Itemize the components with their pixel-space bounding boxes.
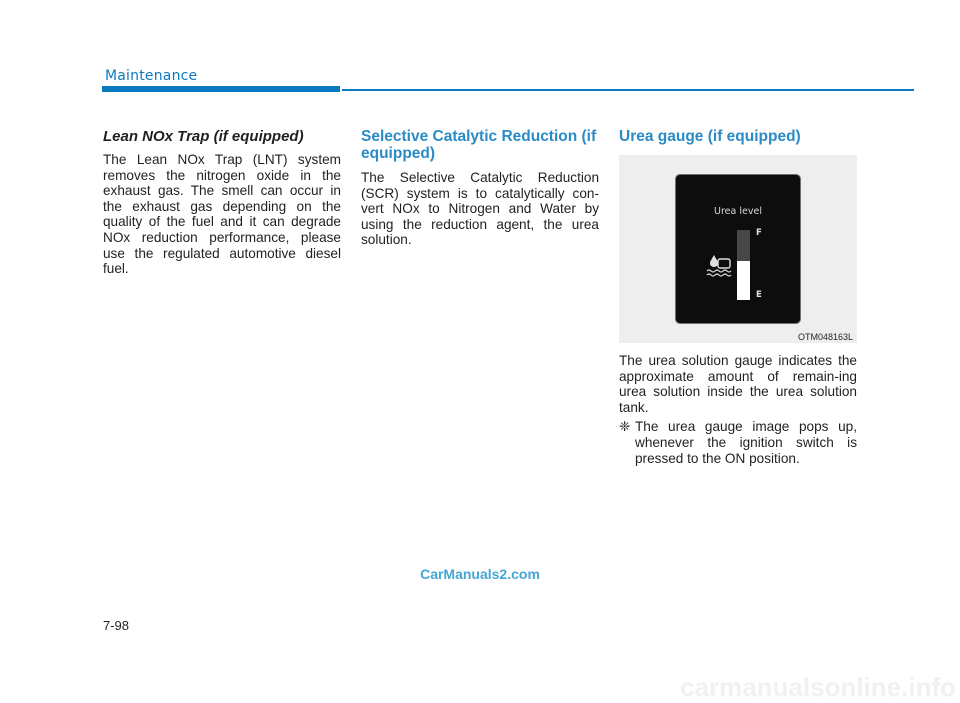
- column-urea-gauge: [619, 128, 857, 466]
- note-mark: ❈: [619, 419, 631, 435]
- watermark-link[interactable]: CarManuals2.com: [420, 566, 540, 582]
- urea-note: [619, 419, 857, 466]
- urea-body: The urea solution gauge indicates the approximate amount of remain-ing urea solution inside the urea solution tank.: [619, 353, 857, 415]
- header-rule-thin: [342, 89, 914, 91]
- urea-level-bar: [737, 230, 750, 300]
- page-number: 7-98: [103, 618, 130, 633]
- cluster-display: [675, 174, 801, 324]
- urea-heading: Urea gauge (if equipped): [619, 128, 801, 145]
- scr-body: The Selective Catalytic Reduction (SCR) system is to catalytically con-vert NOx to Nitrogen and Water by using the reduction agent, the urea solution.: [361, 170, 599, 248]
- display-title: Urea level: [714, 206, 762, 217]
- note-text: The urea gauge image pops up, whenever the ignition switch is pressed to the ON position.: [635, 419, 857, 466]
- site-watermark: carmanualsonline.info: [680, 672, 956, 702]
- header-rule-thick: [102, 86, 340, 92]
- scr-heading: Selective Catalytic Reduction (if equipped): [361, 128, 597, 162]
- full-label: F: [756, 228, 762, 238]
- section-label: Maintenance: [105, 68, 198, 84]
- urea-level-empty-portion: [737, 230, 750, 261]
- column-scr: [361, 128, 599, 248]
- empty-label: E: [756, 290, 762, 300]
- urea-gauge-figure: [619, 155, 857, 343]
- column-lean-nox-trap: [103, 128, 341, 277]
- figure-code: OTM048163L: [797, 332, 853, 342]
- lnt-body: The Lean NOx Trap (LNT) system removes the nitrogen oxide in the exhaust gas. The smell can occur in the exhaust gas depending on the quality of the fuel and it can degrade NOx reduction performance, please use the regulated automotive diesel fuel.: [103, 152, 341, 277]
- lnt-heading: Lean NOx Trap (if equipped): [103, 128, 304, 145]
- urea-tank-icon: [705, 253, 733, 279]
